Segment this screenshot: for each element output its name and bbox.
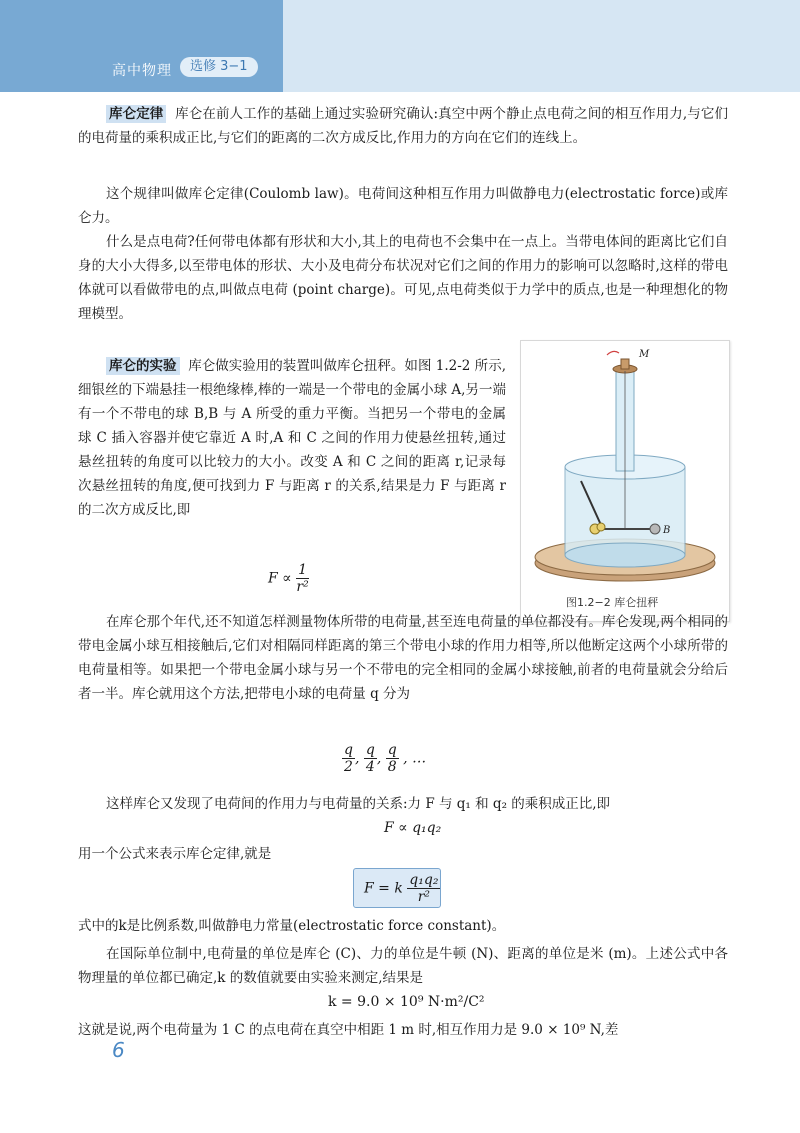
experiment-text-4: 用一个公式来表示库仑定律,就是 [78,846,272,862]
torsion-balance-figure [520,340,730,622]
experiment-paragraph [78,354,506,522]
header-light-band [283,0,800,92]
coulomb-law-formula [364,872,440,905]
law-text-1: 库仑在前人工作的基础上通过实验研究确认:真空中两个静止点电荷之间的相互作用力,与它们的电荷量的乘积成正比,与它们的距离的二次方成反比,作用力的方向在它们的连线上。 [78,106,728,146]
page-number: 6 [112,1038,125,1062]
law-text-2: 这个规律叫做库仑定律(Coulomb law)。电荷间这种相互作用力叫做静电力(electrostatic force)或库仑力。 [78,186,728,226]
law-paragraph [78,102,728,150]
series-frac-1 [342,742,355,775]
series-frac-3 [386,742,399,775]
formula1-denominator: r² [296,579,309,595]
formula-inverse-square [268,562,309,595]
experiment-text-3: 这样库仑又发现了电荷间的作用力与电荷量的关系:力 F 与 q₁ 和 q₂ 的乘积成正比,即 [106,796,611,812]
experiment-text-1: 库仑做实验用的装置叫做库仑扭秤。如图 1.2-2 所示,细银丝的下端悬挂一根绝缘棒,棒的一端是一个带电的金属小球 A,另一端有一个不带电的球 B,B 与 A 所受的重力平衡。当把另一个带电的金属球 C 插入容器并使它靠近 A 时,A 和 C 之间的作用力使悬丝扭转,通过悬丝扭转的角度可以比较力的大小。改变 A 和 C 之间的距离 r,记录每次悬丝扭转的角度,便可找到力 F 与距离 r 的关系,结果是力 F 与距离 r 的二次方成反比,即 [78,358,507,518]
series-num-3: q [387,742,397,758]
volume-tag: 选修 3−1 [180,57,258,77]
formula3-fraction [407,872,440,905]
formula3-denominator: r² [417,889,431,905]
formula1-numerator: 1 [298,562,308,578]
formula1-fraction [296,562,309,595]
formula3-numerator: q₁q₂ [409,872,439,888]
series-num-2: q [365,742,375,758]
series-frac-2 [364,742,377,775]
series-num-1: q [344,742,353,758]
torsion-balance-illustration [521,341,729,591]
experiment-text-6: 在国际单位制中,电荷量的单位是库仑 (C)、力的单位是牛顿 (N)、距离的单位是米 (m)。上述公式中各物理量的单位都已确定,k 的数值就要由实验来测定,结果是 [78,946,728,986]
experiment-text-2: 在库仑那个年代,还不知道怎样测量物体所带的电荷量,甚至连电荷量的单位都没有。库仑发现,两个相同的带电金属小球互相接触后,它们对相隔同样距离的第三个带电小球的作用力相等,所以他断定这两个小球所带的电荷量相等。如果把一个带电金属小球与另一个不带电的完全相同的金属小球接触,前者的电荷量就会分给后者一半。库仑就用这个方法,把带电小球的电荷量 q 分为 [78,614,728,702]
figure-caption: 图1.2−2 库仑扭秤 [566,596,659,609]
series-den-3: 8 [387,759,397,775]
law-heading: 库仑定律 [106,105,166,123]
series-den-1: 2 [344,759,353,775]
formula-charge-series: $\frac{q}{2}$ , $\frac{q}{4}$ , $\frac{q}{8}$ , … [344,742,427,775]
formula-k-value: k = 9.0 × 10⁹ N·m²/C² [328,994,485,1010]
law-text-3: 什么是点电荷?任何带电体都有形状和大小,其上的电荷也不会集中在一点上。当带电体间的距离比它们自身的大小大得多,以至带电体的形状、大小及电荷分布状况对它们之间的作用力的影响可以忽略时,这样的带电体就可以看做带电的点,叫做点电荷 (point charge)。可见,点电荷类似于力学中的质点,也是一种理想化的物理模型。 [78,234,728,322]
page-header [0,0,800,92]
experiment-heading: 库仑的实验 [106,357,180,375]
series-tail: , … [403,750,427,767]
formula1-lhs: F ∝ [268,570,292,587]
experiment-text-5: 式中的k是比例系数,叫做静电力常量(electrostatic force constant)。 [78,918,506,934]
figure-label-m: M [639,349,650,360]
formula-product: F ∝ q₁q₂ [384,820,442,836]
book-title: 高中物理 [112,63,172,79]
formula3-lhs: F = k [364,880,403,897]
experiment-text-7: 这就是说,两个电荷量为 1 C 的点电荷在真空中相距 1 m 时,相互作用力是 9.0 × 10⁹ N,差 [78,1022,619,1038]
figure-label-b: B [663,525,671,536]
series-den-2: 4 [365,759,375,775]
